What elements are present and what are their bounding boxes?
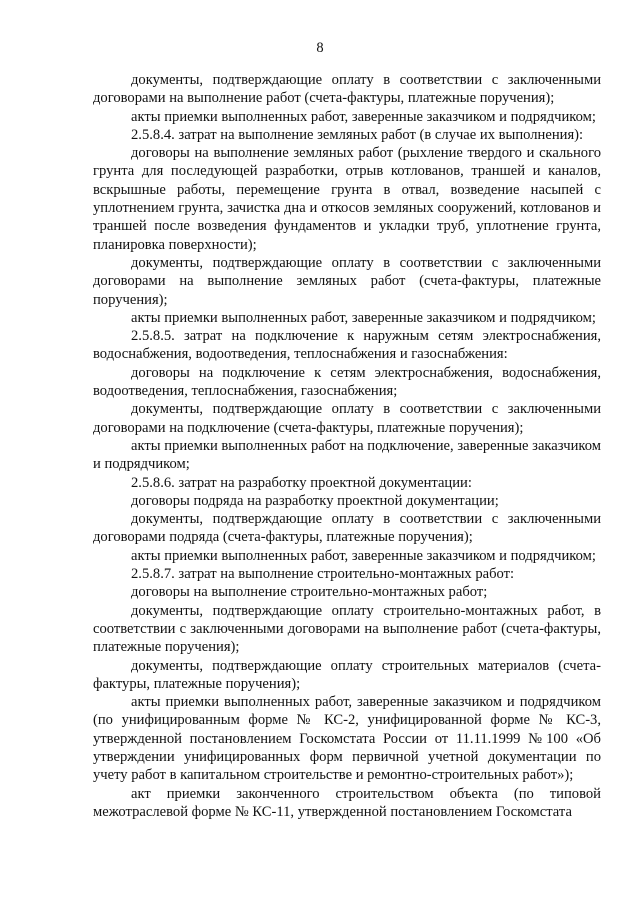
paragraph: договоры на выполнение строительно-монтажных работ;	[131, 584, 488, 601]
paragraph: акты приемки выполненных работ, заверенные заказчиком и подрядчиком;	[131, 309, 596, 326]
paragraph: договоры подряда на разработку проектной документации;	[131, 492, 499, 509]
paragraph: документы, подтверждающие оплату в соответствии с заключенными договорами подряда (счета-фактуры, платежные поручения);	[93, 511, 601, 546]
paragraph: договоры на выполнение земляных работ (рыхление твердого и скального грунта для последующей разработки, отрыв котлованов, траншей и каналов, вскрышные работы, перемещение грунта в отвал, возведение насыпей с уплотнением грунта, зачистка дна и откосов земляных сооружений, котлованов и траншей после возведения фундаментов и укладки труб, уплотнение грунта, планировка поверхности);	[93, 145, 601, 253]
section-heading: 2.5.8.5. затрат на подключение к наружным сетям электроснабжения, водоснабжения, водоотведения, теплоснабжения и газоснабжения:	[93, 328, 601, 363]
section-heading: 2.5.8.6. затрат на разработку проектной документации:	[131, 474, 472, 491]
paragraph: акты приемки выполненных работ, заверенные заказчиком и подрядчиком;	[131, 547, 596, 564]
paragraph: акты приемки выполненных работ на подключение, заверенные заказчиком и подрядчиком;	[93, 437, 601, 473]
paragraph: акты приемки выполненных работ, заверенные заказчиком и подрядчиком;	[131, 108, 596, 125]
document-body	[93, 71, 601, 821]
page-number: 8	[316, 40, 324, 56]
paragraph: акты приемки выполненных работ, заверенные заказчиком и подрядчиком (по унифицированным форме № КС-2, унифицированной форме № КС-3, утвержденной постановлением Госкомстата России от 11.11.1999 №100 «Об утверждении унифицированных форм первичной учетной документации по учету работ в капитальном строительстве и ремонтно-строительных работ»);	[93, 694, 601, 784]
section-heading: 2.5.8.7. затрат на выполнение строительно-монтажных работ:	[131, 566, 515, 583]
paragraph: документы, подтверждающие оплату в соответствии с заключенными договорами на выполнение земляных работ (счета-фактуры, платежные поручения);	[93, 254, 601, 308]
paragraph: документы, подтверждающие оплату строительных материалов (счета-фактуры, платежные поручения);	[93, 657, 601, 692]
paragraph: документы, подтверждающие оплату строительно-монтажных работ, в соответствии с заключенными договорами на выполнение работ (счета-фактуры, платежные поручения);	[93, 602, 601, 656]
paragraph: документы, подтверждающие оплату в соответствии с заключенными договорами на выполнение работ (счета-фактуры, платежные поручения);	[93, 72, 601, 107]
paragraph: документы, подтверждающие оплату в соответствии с заключенными договорами на подключение (счета-фактуры, платежные поручения);	[93, 401, 601, 436]
paragraph: договоры на подключение к сетям электроснабжения, водоснабжения, водоотведения, теплоснабжения, газоснабжения;	[93, 364, 601, 400]
paragraph: акт приемки законченного строительством объекта (по типовой межотраслевой форме № КС-11, утвержденной постановлением Госкомстата	[93, 785, 601, 820]
section-heading: 2.5.8.4. затрат на выполнение земляных работ (в случае их выполнения):	[131, 126, 584, 143]
